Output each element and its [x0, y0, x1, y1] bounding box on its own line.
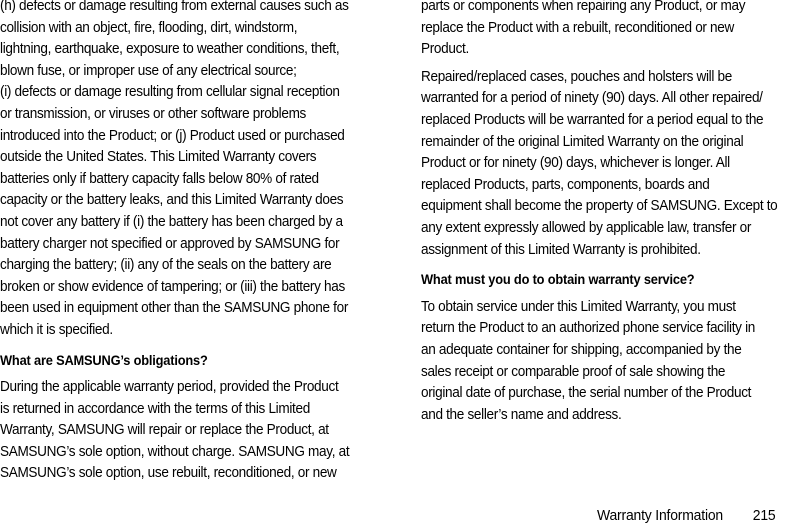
obligations-heading: What are SAMSUNG’s obligations? [0, 352, 208, 368]
footer-section-title: Warranty Information [597, 507, 724, 524]
warranty-service-heading: What must you do to obtain warranty service? [421, 272, 695, 288]
warranty-service-paragraph: To obtain service under this Limited Warranty, you must return the Product to an authorized phone service facility in an adequate container for shipping, accompanied by the sales receipt or comparable proof of sale showing the original date of purchase, the serial number of the Product and the seller’s name and address. [421, 298, 755, 423]
exclusions-paragraph: (h) defects or damage resulting from external causes such as collision with an object, fire, flooding, dirt, windstorm, lightning, earthquake, exposure to weather conditions, theft, blown fuse, or improper use of any electrical source; (i) defects or damage resulting from cellular signal reception or transmission, or viruses or other software problems introduced into the Product; or (j) Product used or purchased outside the United States. This Limited Warranty covers batteries only if battery capacity falls below 80% of rated capacity or the battery leaks, and this Limited Warranty does not cover any battery if (i) the battery has been charged by a battery charger not specified or approved by SAMSUNG for charging the battery; (ii) any of the seals on the battery are broken or show evidence of tampering; or (iii) the battery has been used in equipment other than the SAMSUNG phone for which it is specified. [0, 0, 349, 338]
left-column [0, 0, 374, 485]
page-footer [597, 507, 775, 524]
right-column [421, 0, 794, 426]
obligations-continued-paragraph: parts or components when repairing any Product, or may replace the Product with a rebuilt, reconditioned or new Product. [421, 0, 746, 58]
replaced-products-paragraph: Repaired/replaced cases, pouches and holsters will be warranted for a period of ninety (90) days. All other repaired/ replaced Products will be warranted for a period equal to the remainder of the original Limited Warranty on the original Product or for ninety (90) days, whichever is longer. All replaced Products, parts, components, boards and equipment shall become the property of SAMSUNG. Except to any extent expressly allowed by applicable law, transfer or assignment of this Limited Warranty is prohibited. [421, 68, 778, 258]
page-number: 215 [752, 507, 776, 524]
obligations-paragraph: During the applicable warranty period, provided the Product is returned in accordance with the terms of this Limited Warranty, SAMSUNG will repair or replace the Product, at SAMSUNG’s sole option, without charge. SAMSUNG may, at SAMSUNG’s sole option, use rebuilt, reconditioned, or new [0, 379, 350, 482]
